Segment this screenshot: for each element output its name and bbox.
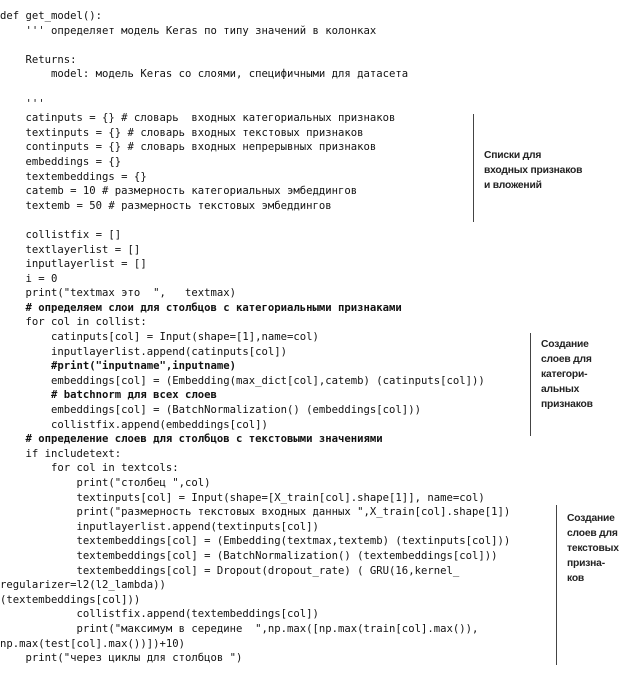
code-line: print("размерность текстовых входных данных ",X_train[col].shape[1])	[0, 506, 511, 519]
code-line: inputlayerlist.append(textinputs[col])	[0, 520, 319, 533]
code-line: (textembeddings[col]))	[0, 593, 141, 606]
code-line: textembeddings = {}	[0, 170, 147, 183]
code-line: collistfix.append(embeddings[col])	[0, 418, 268, 431]
code-line: inputlayerlist = []	[0, 258, 147, 271]
annotation-lists: Списки для входных признаков и вложений	[484, 150, 583, 191]
code-line: regularizer=l2(l2_lambda))	[0, 579, 166, 592]
code-line: # batchnorm для всех слоев	[0, 389, 217, 402]
code-line: print("textmax это ", textmax)	[0, 287, 236, 300]
code-line: model: модель Keras со слоями, специфичными для датасета	[0, 68, 409, 81]
code-line: print("столбец ",col)	[0, 477, 211, 489]
code-line: print("через циклы для столбцов ")	[0, 652, 243, 665]
code-line: embeddings = {}	[0, 155, 122, 168]
code-line: catinputs = {} # словарь входных категориальных признаков	[0, 112, 396, 125]
annotation-bracket-text	[556, 505, 557, 665]
code-line: if includetext:	[0, 447, 122, 460]
code-line: i = 0	[0, 272, 58, 285]
code-line: for col in collist:	[0, 316, 147, 329]
code-line: inputlayerlist.append(catinputs[col])	[0, 345, 288, 358]
annotation-bracket-lists	[473, 114, 474, 222]
code-line: for col in textcols:	[0, 462, 179, 475]
code-line: textembeddings[col] = (BatchNormalization() (textembeddings[col]))	[0, 549, 498, 562]
annotation-bracket-categorical	[530, 333, 531, 436]
code-line: collistfix = []	[0, 228, 122, 241]
code-line: textlayerlist = []	[0, 243, 141, 256]
code-line: # определяем слои для столбцов с категориальными признаками	[0, 301, 402, 314]
code-line: print("максимум в середине ",np.max([np.max(train[col].max()),	[0, 622, 479, 635]
code-line: embeddings[col] = (Embedding(max_dict[col],catemb) (catinputs[col]))	[0, 374, 485, 387]
code-line: textinputs = {} # словарь входных текстовых признаков	[0, 126, 364, 139]
code-line: collistfix.append(textembeddings[col])	[0, 608, 319, 621]
code-line: # определение слоев для столбцов с текстовыми значениями	[0, 433, 383, 446]
code-line: textembeddings[col] = (Embedding(textmax,textemb) (textinputs[col]))	[0, 535, 511, 548]
annotation-text: Создание слоев для текстовых призна- ков	[567, 513, 619, 584]
code-line	[0, 82, 643, 97]
annotation-categorical: Создание слоев для категори- альных признаков	[541, 339, 593, 410]
code-line	[0, 213, 643, 228]
code-line: '''	[0, 97, 45, 110]
code-line: def get_model():	[0, 10, 103, 22]
code-line: textinputs[col] = Input(shape=[X_train[col].shape[1]], name=col)	[0, 491, 485, 504]
code-line	[0, 38, 643, 53]
code-line: catinputs[col] = Input(shape=[1],name=col)	[0, 331, 319, 344]
code-line: textembeddings[col] = Dropout(dropout_rate) ( GRU(16,kernel_	[0, 564, 460, 577]
code-line: np.max(test[col].max())])+10)	[0, 637, 185, 650]
code-line: embeddings[col] = (BatchNormalization() (embeddings[col]))	[0, 404, 421, 417]
code-line: Returns:	[0, 53, 77, 66]
code-line: #print("inputname",inputname)	[0, 360, 236, 373]
code-line: catemb = 10 # размерность категориальных эмбеддингов	[0, 185, 358, 198]
code-line: ''' определяет модель Keras по типу значений в колонках	[0, 24, 377, 37]
code-line: continputs = {} # словарь входных непрерывных признаков	[0, 141, 377, 154]
code-line: textemb = 50 # размерность текстовых эмбеддингов	[0, 199, 332, 212]
